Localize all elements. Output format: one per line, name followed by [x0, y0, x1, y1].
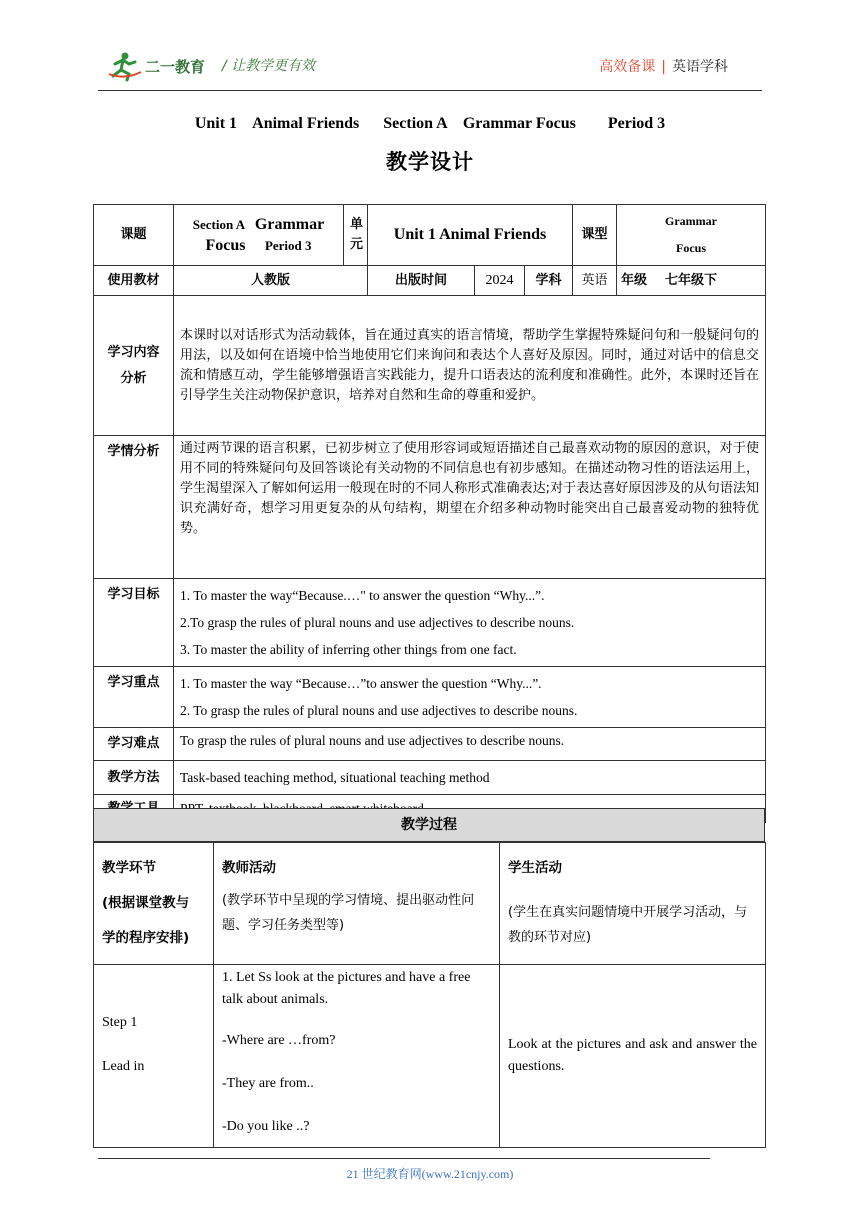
header-separator: | [661, 59, 666, 75]
textbook-label: 使用教材 [94, 266, 174, 296]
teacher-header: 教师活动 (教学环节中呈现的学习情境、提出驱动性问题、学习任务类型等) [214, 843, 500, 965]
objective-item: 2.To grasp the rules of plural nouns and use adjectives to describe nouns. [180, 615, 575, 630]
methods-label: 教学方法 [94, 761, 174, 795]
unit-value: Unit 1 Animal Friends [368, 205, 573, 266]
step1-cell [94, 965, 214, 1148]
runner-icon [105, 50, 215, 82]
unit-label: 单元 [344, 205, 368, 266]
logo-text: 二一教育 [145, 58, 206, 76]
slogan: / 让教学更有效 [222, 58, 316, 74]
keypoint-item: 1. To master the way “Because…”to answer the question “Why...”. [180, 676, 542, 691]
brand-logo [105, 50, 215, 82]
header-right [599, 56, 728, 76]
step1-sub: Lead in [102, 1059, 145, 1074]
process-title: 教学过程 [93, 808, 765, 842]
keypoints-list [174, 667, 766, 728]
doc-title: 教学设计 [386, 150, 474, 174]
grade-value: 年级 七年级下 [617, 266, 766, 296]
student-activity: Look at the pictures and ask and answer the questions. [500, 965, 766, 1148]
header-tag-prep: 高效备课 [599, 59, 656, 75]
content-analysis-text: 本课时以对话形式为活动载体，旨在通过真实的语言情境，帮助学生掌握特殊疑问句和一般疑问句的用法，以及如何在语境中恰当地使用它们来询问和表达个人喜好及原因。同时，通过对话中的信息交流和情感互动，学生能够增强语言实践能力，提升口语表达的流利度和准确性。此外，本课时还旨在引导学生关注动物保护意识，培养对自然和生命的尊重和爱护。 [174, 296, 766, 436]
step1-name: Step 1 [102, 1015, 138, 1030]
footer-text: 21 世纪教育网(www.21cnjy.com) [346, 1167, 514, 1181]
difficulties-label: 学习难点 [94, 728, 174, 761]
topic-value: Section A Grammar Focus Period 3 [174, 205, 344, 266]
teacher-line: -Where are …from? [222, 1033, 336, 1048]
subject-value: 英语 [573, 266, 617, 296]
student-analysis-text: 通过两节课的语言积累，已初步树立了使用形容词或短语描述自己最喜欢动物的原因的意识，对于使用不同的特殊疑问句及回答谈论有关动物的不同信息也有初步感知。在描述动物习性的语法运用上，学生渴望深入了解如何运用一般现在时的不同人称形式准确表达;对于表达喜好原因涉及的从句语法知识充满好奇，想学习用更复杂的从句结构，期望在介绍多种动物时能突出自己最喜爱动物的独特优势。 [174, 436, 766, 579]
student-analysis-label: 学情分析 [94, 436, 174, 579]
keypoints-label: 学习重点 [94, 667, 174, 728]
header-divider [98, 90, 762, 91]
type-value: Grammar Focus [617, 205, 766, 266]
objectives-label: 学习目标 [94, 579, 174, 667]
content-analysis-label: 学习内容 分析 [94, 296, 174, 436]
subject-label: 学科 [525, 266, 573, 296]
type-label: 课型 [573, 205, 617, 266]
teacher-activity [214, 965, 500, 1148]
textbook-value: 人教版 [174, 266, 368, 296]
objective-item: 1. To master the way“Because.…" to answer the question “Why...”. [180, 588, 545, 603]
objectives-list [174, 579, 766, 667]
teacher-line: -They are from.. [222, 1076, 314, 1091]
stage-header: 教学环节 (根据课堂教与 学的程序安排) [94, 843, 214, 965]
teacher-line: 1. Let Ss look at the pictures and have a free talk about animals. [222, 970, 471, 1007]
pubtime-label: 出版时间 [368, 266, 475, 296]
difficulties-text: To grasp the rules of plural nouns and use adjectives to describe nouns. [174, 728, 766, 761]
teacher-line: -Do you like ..? [222, 1119, 310, 1134]
methods-text: Task-based teaching method, situational teaching method [174, 761, 766, 795]
footer-divider [98, 1158, 710, 1159]
header-tag-subject: 英语学科 [672, 59, 728, 75]
process-table [93, 842, 766, 1148]
topic-label: 课题 [94, 205, 174, 266]
pubtime-value: 2024 [475, 266, 525, 296]
student-header: 学生活动 (学生在真实问题情境中开展学习活动，与教的环节对应) [500, 843, 766, 965]
doc-subtitle: Unit 1 Animal Friends Section A Grammar Focus Period 3 [194, 115, 666, 132]
keypoint-item: 2. To grasp the rules of plural nouns and use adjectives to describe nouns. [180, 703, 578, 718]
objective-item: 3. To master the ability of inferring other things from one fact. [180, 642, 517, 657]
lesson-info-table [93, 204, 766, 823]
